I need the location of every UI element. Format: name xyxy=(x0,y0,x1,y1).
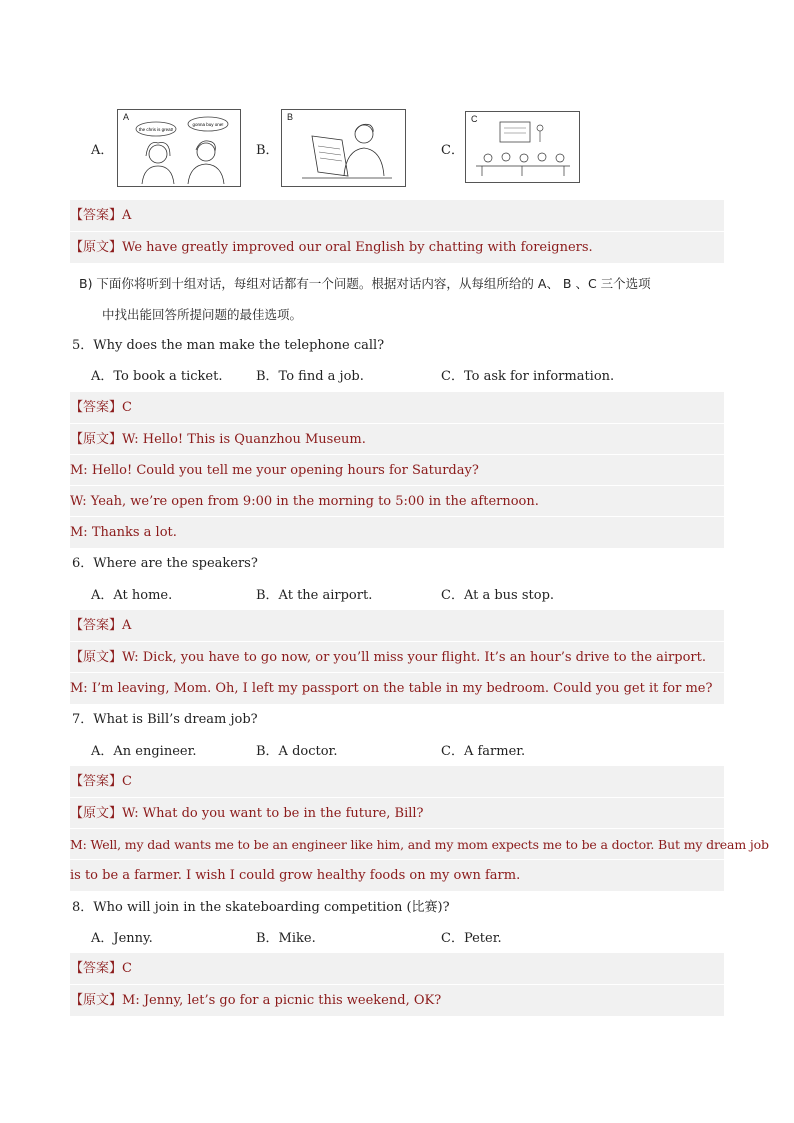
transcript-text: W: Hello! This is Quanzhou Museum. xyxy=(122,432,366,447)
transcript-line: is to be a farmer. I wish I could grow healthy foods on my own farm. xyxy=(70,859,724,891)
transcript-line: M: Well, my dad wants me to be an engineer like him, and my mom expects me to be a doctor. But my dream job xyxy=(70,828,724,860)
option-a: A．An engineer. xyxy=(91,744,197,759)
option-b: B．A doctor. xyxy=(256,744,338,759)
option-b: B．At the airport. xyxy=(256,588,373,603)
transcript-line: W: Yeah, we’re open from 9:00 in the morning to 5:00 in the afternoon. xyxy=(70,485,724,517)
transcript-line: M: Hello! Could you tell me your opening hours for Saturday? xyxy=(70,454,724,486)
option-c: C．At a bus stop. xyxy=(441,588,555,603)
transcript-line xyxy=(70,641,724,673)
speech-bubble-2: gonna buy one! xyxy=(192,122,224,127)
picture-option-c-label: C． xyxy=(441,143,464,158)
two-people-talking-illustration xyxy=(118,110,240,186)
picture-option-b-label: B． xyxy=(256,143,279,158)
speech-bubble-1: the chris is great! xyxy=(138,127,174,132)
answer-value: C xyxy=(122,961,132,976)
transcript-text: W: Dick, you have to go now, or you’ll miss your flight. It’s an hour’s drive to the airport. xyxy=(122,650,706,665)
answer-tag: 【答案】 xyxy=(70,208,123,223)
section-b-instructions xyxy=(79,268,724,330)
transcript-line xyxy=(70,984,724,1016)
transcript-text: M: Jenny, let’s go for a picnic this weekend, OK? xyxy=(122,993,442,1008)
transcript-tag: 【原文】 xyxy=(70,993,123,1008)
option-a: A．At home. xyxy=(91,588,173,603)
question-8-options xyxy=(70,923,724,954)
answer-line-q5 xyxy=(70,392,724,423)
option-b: B．To find a job. xyxy=(256,369,364,384)
transcript-tag: 【原文】 xyxy=(70,650,123,665)
option-c: C．To ask for information. xyxy=(441,369,615,384)
option-c: C．A farmer. xyxy=(441,744,526,759)
question-7-options xyxy=(70,736,724,767)
man-reading-newspaper-illustration xyxy=(282,110,405,186)
answer-value: C xyxy=(122,400,132,415)
transcript-line-q4 xyxy=(70,231,724,263)
transcript-text: We have greatly improved our oral English by chatting with foreigners. xyxy=(122,240,593,255)
classroom-lecture-illustration xyxy=(466,112,579,182)
transcript-text: W: What do you want to be in the future, Bill? xyxy=(122,806,424,821)
section-b-line-1: B) 下面你将听到十组对话，每组对话都有一个问题。根据对话内容，从每组所给的 A、 B 、C 三个选项 xyxy=(79,276,651,291)
picture-c xyxy=(465,111,580,183)
answer-line-q4 xyxy=(70,200,724,231)
option-c: C．Peter. xyxy=(441,931,502,946)
picture-c-letter: C xyxy=(471,114,478,124)
answer-line-q7 xyxy=(70,766,724,797)
question-5-stem: 5．Why does the man make the telephone call? xyxy=(72,338,385,353)
answer-value: A xyxy=(122,618,132,633)
transcript-line: M: Thanks a lot. xyxy=(70,516,724,548)
transcript-tag: 【原文】 xyxy=(70,240,123,255)
answer-tag: 【答案】 xyxy=(70,618,123,633)
answer-tag: 【答案】 xyxy=(70,400,123,415)
picture-b-letter: B xyxy=(287,112,294,122)
picture-a-letter: A xyxy=(123,112,130,122)
answer-value: A xyxy=(122,208,132,223)
picture-a xyxy=(117,109,241,187)
question-6-options xyxy=(70,580,724,611)
question-8-stem: 8．Who will join in the skateboarding competition (比赛)? xyxy=(72,900,450,915)
answer-value: C xyxy=(122,774,132,789)
answer-tag: 【答案】 xyxy=(70,774,123,789)
option-a: A．To book a ticket. xyxy=(91,369,223,384)
question-6-stem: 6．Where are the speakers? xyxy=(72,556,258,571)
section-b-line-2: 中找出能回答所提问题的最佳选项。 xyxy=(102,307,303,322)
option-b: B．Mike. xyxy=(256,931,316,946)
transcript-tag: 【原文】 xyxy=(70,806,123,821)
picture-options xyxy=(70,107,724,189)
question-5-options xyxy=(70,361,724,392)
answer-line-q6 xyxy=(70,610,724,641)
question-7-stem: 7．What is Bill’s dream job? xyxy=(72,712,258,727)
picture-b xyxy=(281,109,406,187)
option-a: A．Jenny. xyxy=(91,931,153,946)
transcript-line: M: I’m leaving, Mom. Oh, I left my passport on the table in my bedroom. Could you get it for me? xyxy=(70,672,724,704)
transcript-line xyxy=(70,797,724,829)
transcript-line xyxy=(70,423,724,455)
answer-tag: 【答案】 xyxy=(70,961,123,976)
answer-line-q8 xyxy=(70,953,724,984)
picture-option-a-label: A． xyxy=(91,143,114,158)
transcript-tag: 【原文】 xyxy=(70,432,123,447)
